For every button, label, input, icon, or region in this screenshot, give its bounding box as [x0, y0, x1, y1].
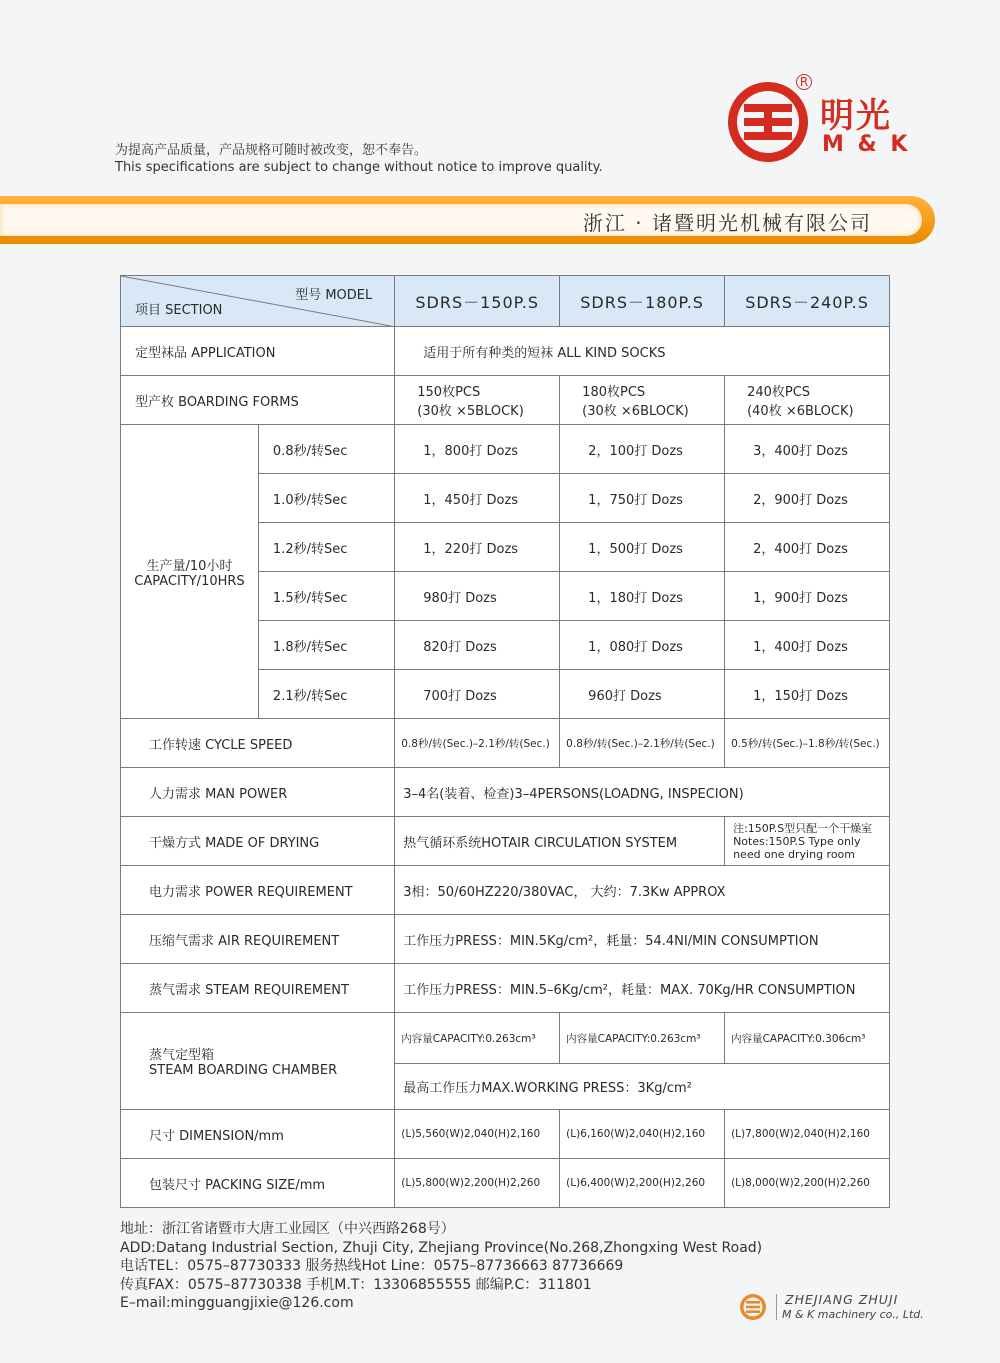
table-row	[121, 1159, 890, 1208]
drying-value: 热气循环系统HOTAIR CIRCULATION SYSTEM	[395, 817, 725, 866]
table-row	[121, 327, 890, 376]
chamber-label-en: STEAM BOARDING CHAMBER	[149, 1063, 338, 1078]
chamber-label	[121, 1013, 395, 1110]
notice-en: This specifications are subject to change without notice to improve quality.	[115, 160, 603, 175]
table-row	[121, 1013, 890, 1064]
packing-value: (L)8,000(W)2,200(H)2,260	[725, 1159, 890, 1208]
capacity-value: 1，180打 Dozs	[560, 572, 725, 621]
speed-label: 1.2秒/转Sec	[258, 523, 394, 572]
steam-label: 蒸气需求 STEAM REQUIREMENT	[121, 964, 395, 1013]
speed-label: 1.0秒/转Sec	[258, 474, 394, 523]
power-value: 3相：50/60HZ220/380VAC， 大约：7.3Kw APPROX	[395, 866, 890, 915]
boarding-forms-240	[725, 376, 890, 425]
air-label: 压缩气需求 AIR REQUIREMENT	[121, 915, 395, 964]
dimension-value: (L)7,800(W)2,040(H)2,160	[725, 1110, 890, 1159]
table-row	[121, 1110, 890, 1159]
capacity-value: 820打 Dozs	[395, 621, 560, 670]
boarding-forms-label: 型产枚 BOARDING FORMS	[121, 376, 395, 425]
packing-value: (L)5,800(W)2,200(H)2,260	[395, 1159, 560, 1208]
boarding-forms-180-l2: (30枚 ×6BLOCK)	[582, 404, 689, 419]
cycle-speed-value: 0.5秒/转(Sec.)–1.8秒/转(Sec.)	[725, 719, 890, 768]
capacity-value: 1，800打 Dozs	[395, 425, 560, 474]
power-label: 电力需求 POWER REQUIREMENT	[121, 866, 395, 915]
footer-logo-icon	[738, 1292, 768, 1322]
cycle-speed-label: 工作转速 CYCLE SPEED	[121, 719, 395, 768]
logo-text-en: M & K	[822, 132, 911, 157]
speed-label: 0.8秒/转Sec	[258, 425, 394, 474]
capacity-value: 2，900打 Dozs	[725, 474, 890, 523]
footer-divider	[776, 1294, 777, 1320]
capacity-value: 1，450打 Dozs	[395, 474, 560, 523]
drying-note	[725, 817, 890, 866]
boarding-forms-180	[560, 376, 725, 425]
model-150: SDRS－150P.S	[395, 276, 560, 327]
table-row	[121, 915, 890, 964]
address-en: ADD:Datang Industrial Section, Zhuji City, Zhejiang Province(No.268,Zhongxing West Road)	[120, 1239, 763, 1256]
capacity-value: 980打 Dozs	[395, 572, 560, 621]
table-row	[121, 817, 890, 866]
registered-mark: R	[796, 74, 812, 90]
capacity-value: 2，400打 Dozs	[725, 523, 890, 572]
capacity-value: 1，400打 Dozs	[725, 621, 890, 670]
fax: 传真FAX：0575–87730338 手机M.T：13306855555 邮编P.C：311801	[120, 1276, 592, 1293]
cycle-speed-value: 0.8秒/转(Sec.)–2.1秒/转(Sec.)	[395, 719, 560, 768]
dimension-value: (L)5,560(W)2,040(H)2,160	[395, 1110, 560, 1159]
drying-label: 干燥方式 MADE OF DRYING	[121, 817, 395, 866]
capacity-value: 1，150打 Dozs	[725, 670, 890, 719]
table-row	[121, 866, 890, 915]
drying-note-line: need one drying room	[733, 847, 856, 861]
man-power-label: 人力需求 MAN POWER	[121, 768, 395, 817]
capacity-value: 1，220打 Dozs	[395, 523, 560, 572]
chamber-capacity: 内容量CAPACITY:0.263cm³	[395, 1013, 560, 1064]
dimension-value: (L)6,160(W)2,040(H)2,160	[560, 1110, 725, 1159]
capacity-label	[121, 425, 259, 719]
chamber-capacity: 内容量CAPACITY:0.306cm³	[725, 1013, 890, 1064]
chamber-pressure: 最高工作压力MAX.WORKING PRESS：3Kg/cm²	[395, 1064, 890, 1110]
table-row	[121, 425, 890, 474]
table-header-row	[121, 276, 890, 327]
boarding-forms-180-l1: 180枚PCS	[582, 385, 646, 400]
telephone: 电话TEL：0575–87730333 服务热线Hot Line：0575–87736663 87736669	[120, 1258, 624, 1275]
air-value: 工作压力PRESS：MIN.5Kg/cm²，耗量：54.4NI/MIN CONSUMPTION	[395, 915, 890, 964]
steam-value: 工作压力PRESS：MIN.5–6Kg/cm²，耗量：MAX. 70Kg/HR CONSUMPTION	[395, 964, 890, 1013]
packing-label: 包装尺寸 PACKING SIZE/mm	[121, 1159, 395, 1208]
chamber-label-cn: 蒸气定型箱	[149, 1048, 215, 1063]
spec-table	[120, 275, 890, 1208]
footer-brand-line2: M & K machinery co., Ltd.	[782, 1308, 924, 1321]
dimension-label: 尺寸 DIMENSION/mm	[121, 1110, 395, 1159]
chamber-capacity: 内容量CAPACITY:0.263cm³	[560, 1013, 725, 1064]
notice	[115, 142, 603, 176]
speed-label: 1.8秒/转Sec	[258, 621, 394, 670]
capacity-value: 1，900打 Dozs	[725, 572, 890, 621]
capacity-label-cn: 生产量/10小时	[146, 558, 233, 574]
footer-brand-line1: ZHEJIANG ZHUJI	[785, 1292, 899, 1307]
address-cn: 地址：浙江省诸暨市大唐工业园区（中兴西路268号）	[120, 1221, 455, 1237]
capacity-value: 1，500打 Dozs	[560, 523, 725, 572]
model-240: SDRS－240P.S	[725, 276, 890, 327]
drying-note-line: 注:150P.S型只配一个干燥室	[733, 821, 873, 835]
boarding-forms-150	[395, 376, 560, 425]
boarding-forms-150-l2: (30枚 ×5BLOCK)	[417, 404, 524, 419]
model-label: 型号 MODEL	[295, 288, 373, 303]
capacity-label-en: CAPACITY/10HRS	[134, 573, 245, 589]
application-value: 适用于所有种类的短袜 ALL KIND SOCKS	[395, 327, 890, 376]
section-label: 项目 SECTION	[135, 303, 223, 318]
logo-text-cn: 明光	[820, 96, 892, 136]
capacity-value: 3，400打 Dozs	[725, 425, 890, 474]
company-name: 浙江 · 诸暨明光机械有限公司	[582, 211, 872, 235]
table-row	[121, 964, 890, 1013]
header-diagonal-cell	[121, 276, 395, 327]
speed-label: 2.1秒/转Sec	[258, 670, 394, 719]
boarding-forms-150-l1: 150枚PCS	[417, 385, 481, 400]
capacity-value: 1，080打 Dozs	[560, 621, 725, 670]
model-180: SDRS－180P.S	[560, 276, 725, 327]
boarding-forms-240-l1: 240枚PCS	[747, 385, 811, 400]
table-row	[121, 719, 890, 768]
speed-label: 1.5秒/转Sec	[258, 572, 394, 621]
drying-note-line: Notes:150P.S Type only	[733, 834, 861, 848]
packing-value: (L)6,400(W)2,200(H)2,260	[560, 1159, 725, 1208]
capacity-value: 1，750打 Dozs	[560, 474, 725, 523]
capacity-value: 700打 Dozs	[395, 670, 560, 719]
email: E–mail:mingguangjixie@126.com	[120, 1295, 354, 1312]
boarding-forms-240-l2: (40枚 ×6BLOCK)	[747, 404, 854, 419]
table-row	[121, 376, 890, 425]
table-row	[121, 768, 890, 817]
notice-cn: 为提高产品质量，产品规格可随时被改变，恕不奉告。	[115, 143, 428, 158]
capacity-value: 2，100打 Dozs	[560, 425, 725, 474]
man-power-value: 3–4名(装着、检查)3–4PERSONS(LOADNG, INSPECION)	[395, 768, 890, 817]
cycle-speed-value: 0.8秒/转(Sec.)–2.1秒/转(Sec.)	[560, 719, 725, 768]
contact-info	[120, 1220, 762, 1313]
capacity-value: 960打 Dozs	[560, 670, 725, 719]
application-label: 定型袜品 APPLICATION	[121, 327, 395, 376]
